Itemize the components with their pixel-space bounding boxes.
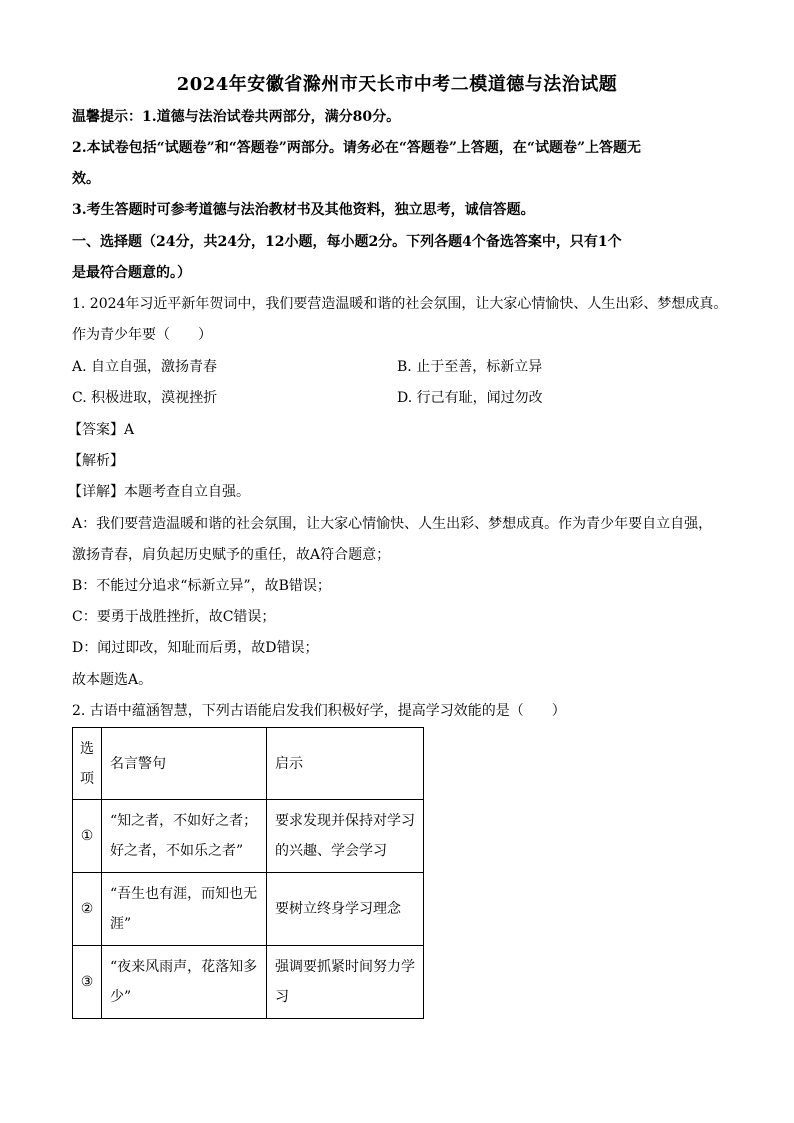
q1-analysis-label: 【解析】	[68, 453, 124, 469]
q1-option-b: B. 止于至善，标新立异	[397, 359, 543, 375]
q1-explanation-c: C：要勇于战胜挫折，故C错误；	[72, 609, 276, 625]
row-option-marker: ③	[73, 946, 102, 1019]
header-option	[73, 728, 102, 800]
q1-explanation-b: B：不能过分追求“标新立异”，故B错误；	[72, 578, 331, 594]
q1-explanation-a-line-2: 激扬青春，肩负起历史赋予的重任，故A符合题意；	[72, 547, 391, 563]
row-insight-line: 的兴趣、学会学习	[275, 843, 387, 859]
row-quote-line: 少”	[110, 989, 132, 1005]
notice-line-2: 2.本试卷包括“试题卷”和“答题卷”两部分。请务必在“答题卷”上答题，在“试题卷”上答题无	[72, 140, 642, 156]
header-quote: 名言警句	[102, 728, 267, 800]
row-quote-line: “吾生也有涯，而知也无	[110, 886, 258, 902]
notice-line-4: 3.考生答题时可参考道德与法治教材书及其他资料，独立思考，诚信答题。	[72, 202, 535, 218]
q1-option-a: A. 自立自强，激扬青春	[72, 359, 218, 375]
header-option-char-2: 项	[80, 770, 94, 787]
row-insight-line: 要求发现并保持对学习	[275, 813, 415, 829]
table-row	[73, 873, 424, 946]
header-insight: 启示	[267, 728, 424, 800]
row-option-marker: ①	[73, 800, 102, 873]
table-row	[73, 800, 424, 873]
section-heading-line-1: 一、选择题（24分，共24分，12小题，每小题2分。下列各题4个备选答案中，只有1个	[72, 234, 622, 250]
table-row	[73, 946, 424, 1019]
q1-detail: 【详解】本题考查自立自强。	[68, 484, 250, 500]
q1-explanation-a-line-1: A：我们要营造温暖和谐的社会氛围，让大家心情愉快、人生出彩、梦想成真。作为青少年要自立自强，	[72, 516, 713, 532]
q1-stem-line-2: 作为青少年要（ ）	[72, 327, 212, 343]
row-quote	[102, 946, 267, 1019]
q1-option-c: C. 积极进取，漠视挫折	[72, 390, 218, 406]
row-quote-line: 涯”	[110, 916, 132, 932]
row-insight: 要树立终身学习理念	[267, 873, 424, 946]
notice-line-3: 效。	[72, 171, 100, 187]
row-insight	[267, 946, 424, 1019]
row-insight-line: 强调要抓紧时间努力学	[275, 959, 415, 975]
page-title: 2024年安徽省滁州市天长市中考二模道德与法治试题	[176, 74, 618, 95]
q1-answer: 【答案】A	[68, 422, 135, 438]
q1-option-d: D. 行己有耻，闻过勿改	[397, 390, 543, 406]
notice-line-1: 温馨提示：1.道德与法治试卷共两部分，满分80分。	[72, 109, 401, 125]
row-option-marker: ②	[73, 873, 102, 946]
row-insight-line: 习	[275, 989, 289, 1005]
q1-stem-line-1: 1. 2024年习近平新年贺词中，我们要营造温暖和谐的社会氛围，让大家心情愉快、人生出彩、梦想成真。	[72, 296, 728, 312]
header-option-char-1: 选	[80, 740, 94, 757]
row-quote-line: “夜来风雨声，花落知多	[110, 959, 258, 975]
table-header-row	[73, 728, 424, 800]
row-quote	[102, 800, 267, 873]
q2-table	[72, 727, 424, 1019]
row-quote-line: 好之者，不如乐之者”	[110, 843, 244, 859]
q2-stem: 2. 古语中蕴涵智慧，下列古语能启发我们积极好学，提高学习效能的是（ ）	[72, 703, 566, 719]
row-insight	[267, 800, 424, 873]
q1-conclusion: 故本题选A。	[72, 672, 153, 688]
section-heading-line-2: 是最符合题意的。）	[72, 265, 191, 281]
q1-explanation-d: D：闻过即改，知耻而后勇，故D错误；	[72, 640, 319, 656]
row-quote-line: “知之者，不如好之者；	[110, 813, 258, 829]
row-quote	[102, 873, 267, 946]
